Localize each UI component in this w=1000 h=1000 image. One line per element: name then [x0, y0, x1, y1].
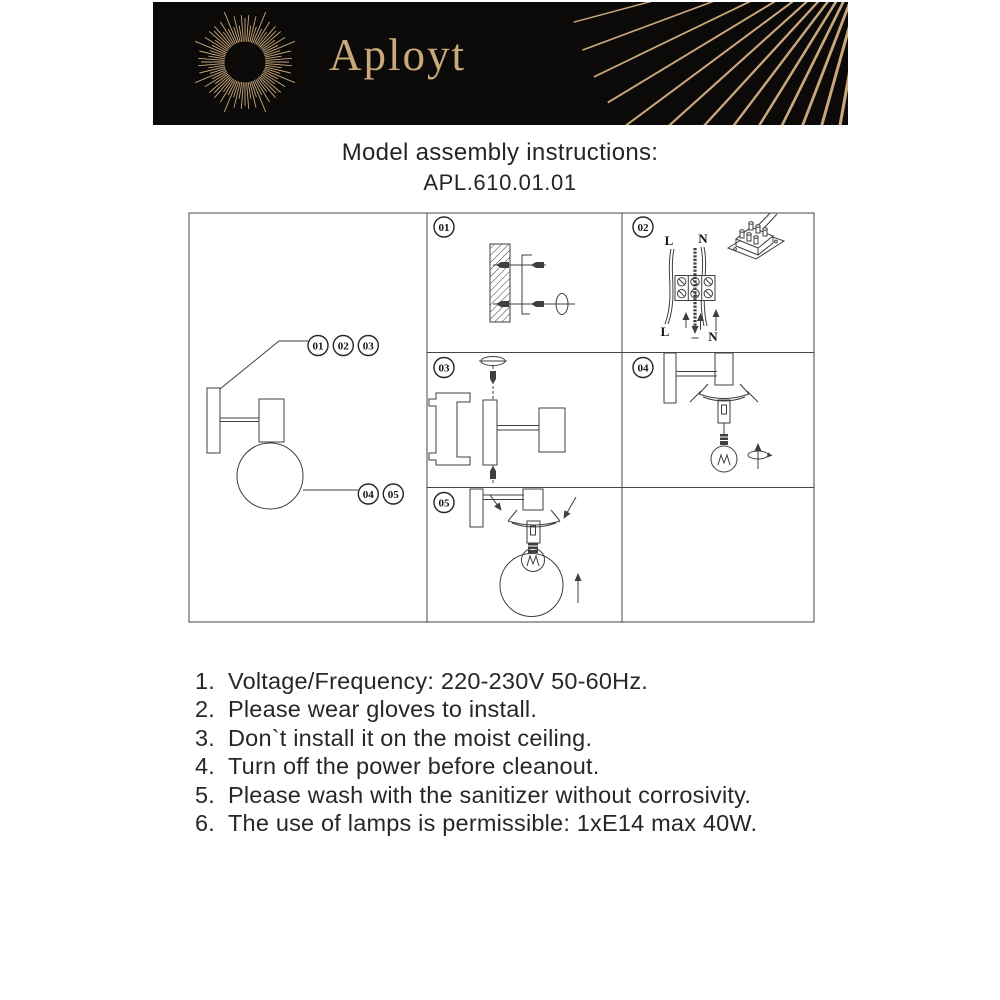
wall-plate: [470, 489, 483, 527]
terminal-block-3d: [728, 213, 784, 259]
screw-icon: [490, 466, 496, 479]
lamp-body: [539, 408, 565, 452]
instruction-item: [195, 724, 757, 752]
starburst-logo-icon: [195, 12, 295, 112]
glass-globe: [237, 443, 303, 509]
callout-line-top: [220, 341, 308, 389]
lamp-socket: [527, 521, 540, 543]
callout-01: [308, 336, 328, 356]
instruction-text: Please wash with the sanitizer without corrosivity.: [228, 781, 752, 808]
lamp-body: [715, 353, 733, 385]
instruction-item: [195, 695, 757, 723]
lamp-body: [259, 399, 284, 442]
step-03-label: [434, 358, 454, 378]
globe-collar: [699, 384, 749, 401]
rotation-arrow-icon: [748, 444, 773, 469]
model-number: APL.610.01.01: [423, 170, 577, 195]
step-05-label: [434, 493, 454, 513]
svg-text:02: 02: [337, 340, 349, 353]
step-02-label: [633, 217, 653, 237]
panel-step-03: [429, 357, 565, 484]
svg-text:03: 03: [362, 340, 374, 353]
screw-icon: [531, 262, 544, 268]
instruction-number: 3.: [195, 724, 215, 751]
panel-step-05: [434, 489, 578, 617]
instruction-item: [195, 752, 757, 780]
wall-plate: [664, 353, 676, 403]
screw-icon: [490, 371, 496, 384]
step-01-label: [434, 217, 454, 237]
globe-collar: [508, 510, 560, 527]
bulb-filament: [718, 455, 730, 465]
instruction-item: [195, 809, 757, 837]
glass-globe: [500, 554, 563, 617]
live-label-bottom: L: [660, 324, 670, 339]
neutral-label-bottom: N: [708, 329, 718, 344]
panel-step-02: [633, 213, 784, 344]
instruction-list: [195, 667, 757, 837]
panel-step-01: [434, 217, 575, 322]
svg-text:03: 03: [438, 362, 450, 375]
lamp-socket: [718, 400, 730, 423]
callout-03: [358, 336, 378, 356]
live-label-top: L: [664, 233, 674, 248]
brand-logo-text: Aployt: [329, 30, 467, 80]
overview-assembled-lamp: [207, 336, 403, 510]
step-04-label: [633, 358, 653, 378]
svg-text:04: 04: [362, 488, 374, 501]
instruction-item: [195, 781, 757, 809]
light-bulb: [711, 434, 737, 472]
screw-icon: [531, 301, 544, 307]
live-wire: [665, 249, 671, 324]
title-block: [0, 139, 1000, 196]
svg-text:04: 04: [637, 362, 649, 375]
instruction-text: Turn off the power before cleanout.: [228, 753, 600, 780]
instruction-number: 5.: [195, 781, 215, 808]
svg-text:01: 01: [312, 340, 324, 353]
hatched-wall-section: [490, 244, 510, 322]
bulb-filament: [527, 556, 539, 566]
callout-04: [358, 484, 378, 504]
instruction-number: 6.: [195, 810, 215, 837]
corner-rays-icon: [574, 2, 848, 125]
instruction-text: Don`t install it on the moist ceiling.: [228, 724, 593, 751]
page-title: Model assembly instructions:: [341, 139, 659, 166]
panel-step-04: [633, 353, 773, 472]
instruction-text: Voltage/Frequency: 220-230V 50-60Hz.: [228, 668, 649, 694]
instruction-number: 2.: [195, 696, 215, 723]
wall-bracket-profile: [429, 393, 470, 465]
wall-plate: [207, 388, 220, 453]
instruction-text: The use of lamps is permissible: 1xE14 max 40W.: [228, 810, 758, 837]
mounting-bracket: [522, 255, 532, 314]
assembly-diagram: [187, 212, 815, 623]
insert-arrow-icons: [686, 310, 716, 331]
svg-text:01: 01: [438, 221, 450, 234]
lamp-body: [523, 489, 543, 510]
instruction-number: 4.: [195, 753, 215, 780]
neutral-label-top: N: [698, 231, 708, 246]
back-plate: [483, 400, 497, 465]
brand-banner: [153, 2, 848, 125]
instruction-item: [195, 667, 757, 695]
svg-text:02: 02: [637, 221, 649, 234]
light-bulb: [522, 543, 545, 572]
banner-decoration: [153, 2, 848, 125]
svg-text:05: 05: [387, 488, 399, 501]
instruction-text: Please wear gloves to install.: [228, 696, 538, 723]
callout-02: [333, 336, 353, 356]
svg-text:05: 05: [438, 497, 450, 510]
instruction-number: 1.: [195, 668, 215, 694]
callout-05: [383, 484, 403, 504]
